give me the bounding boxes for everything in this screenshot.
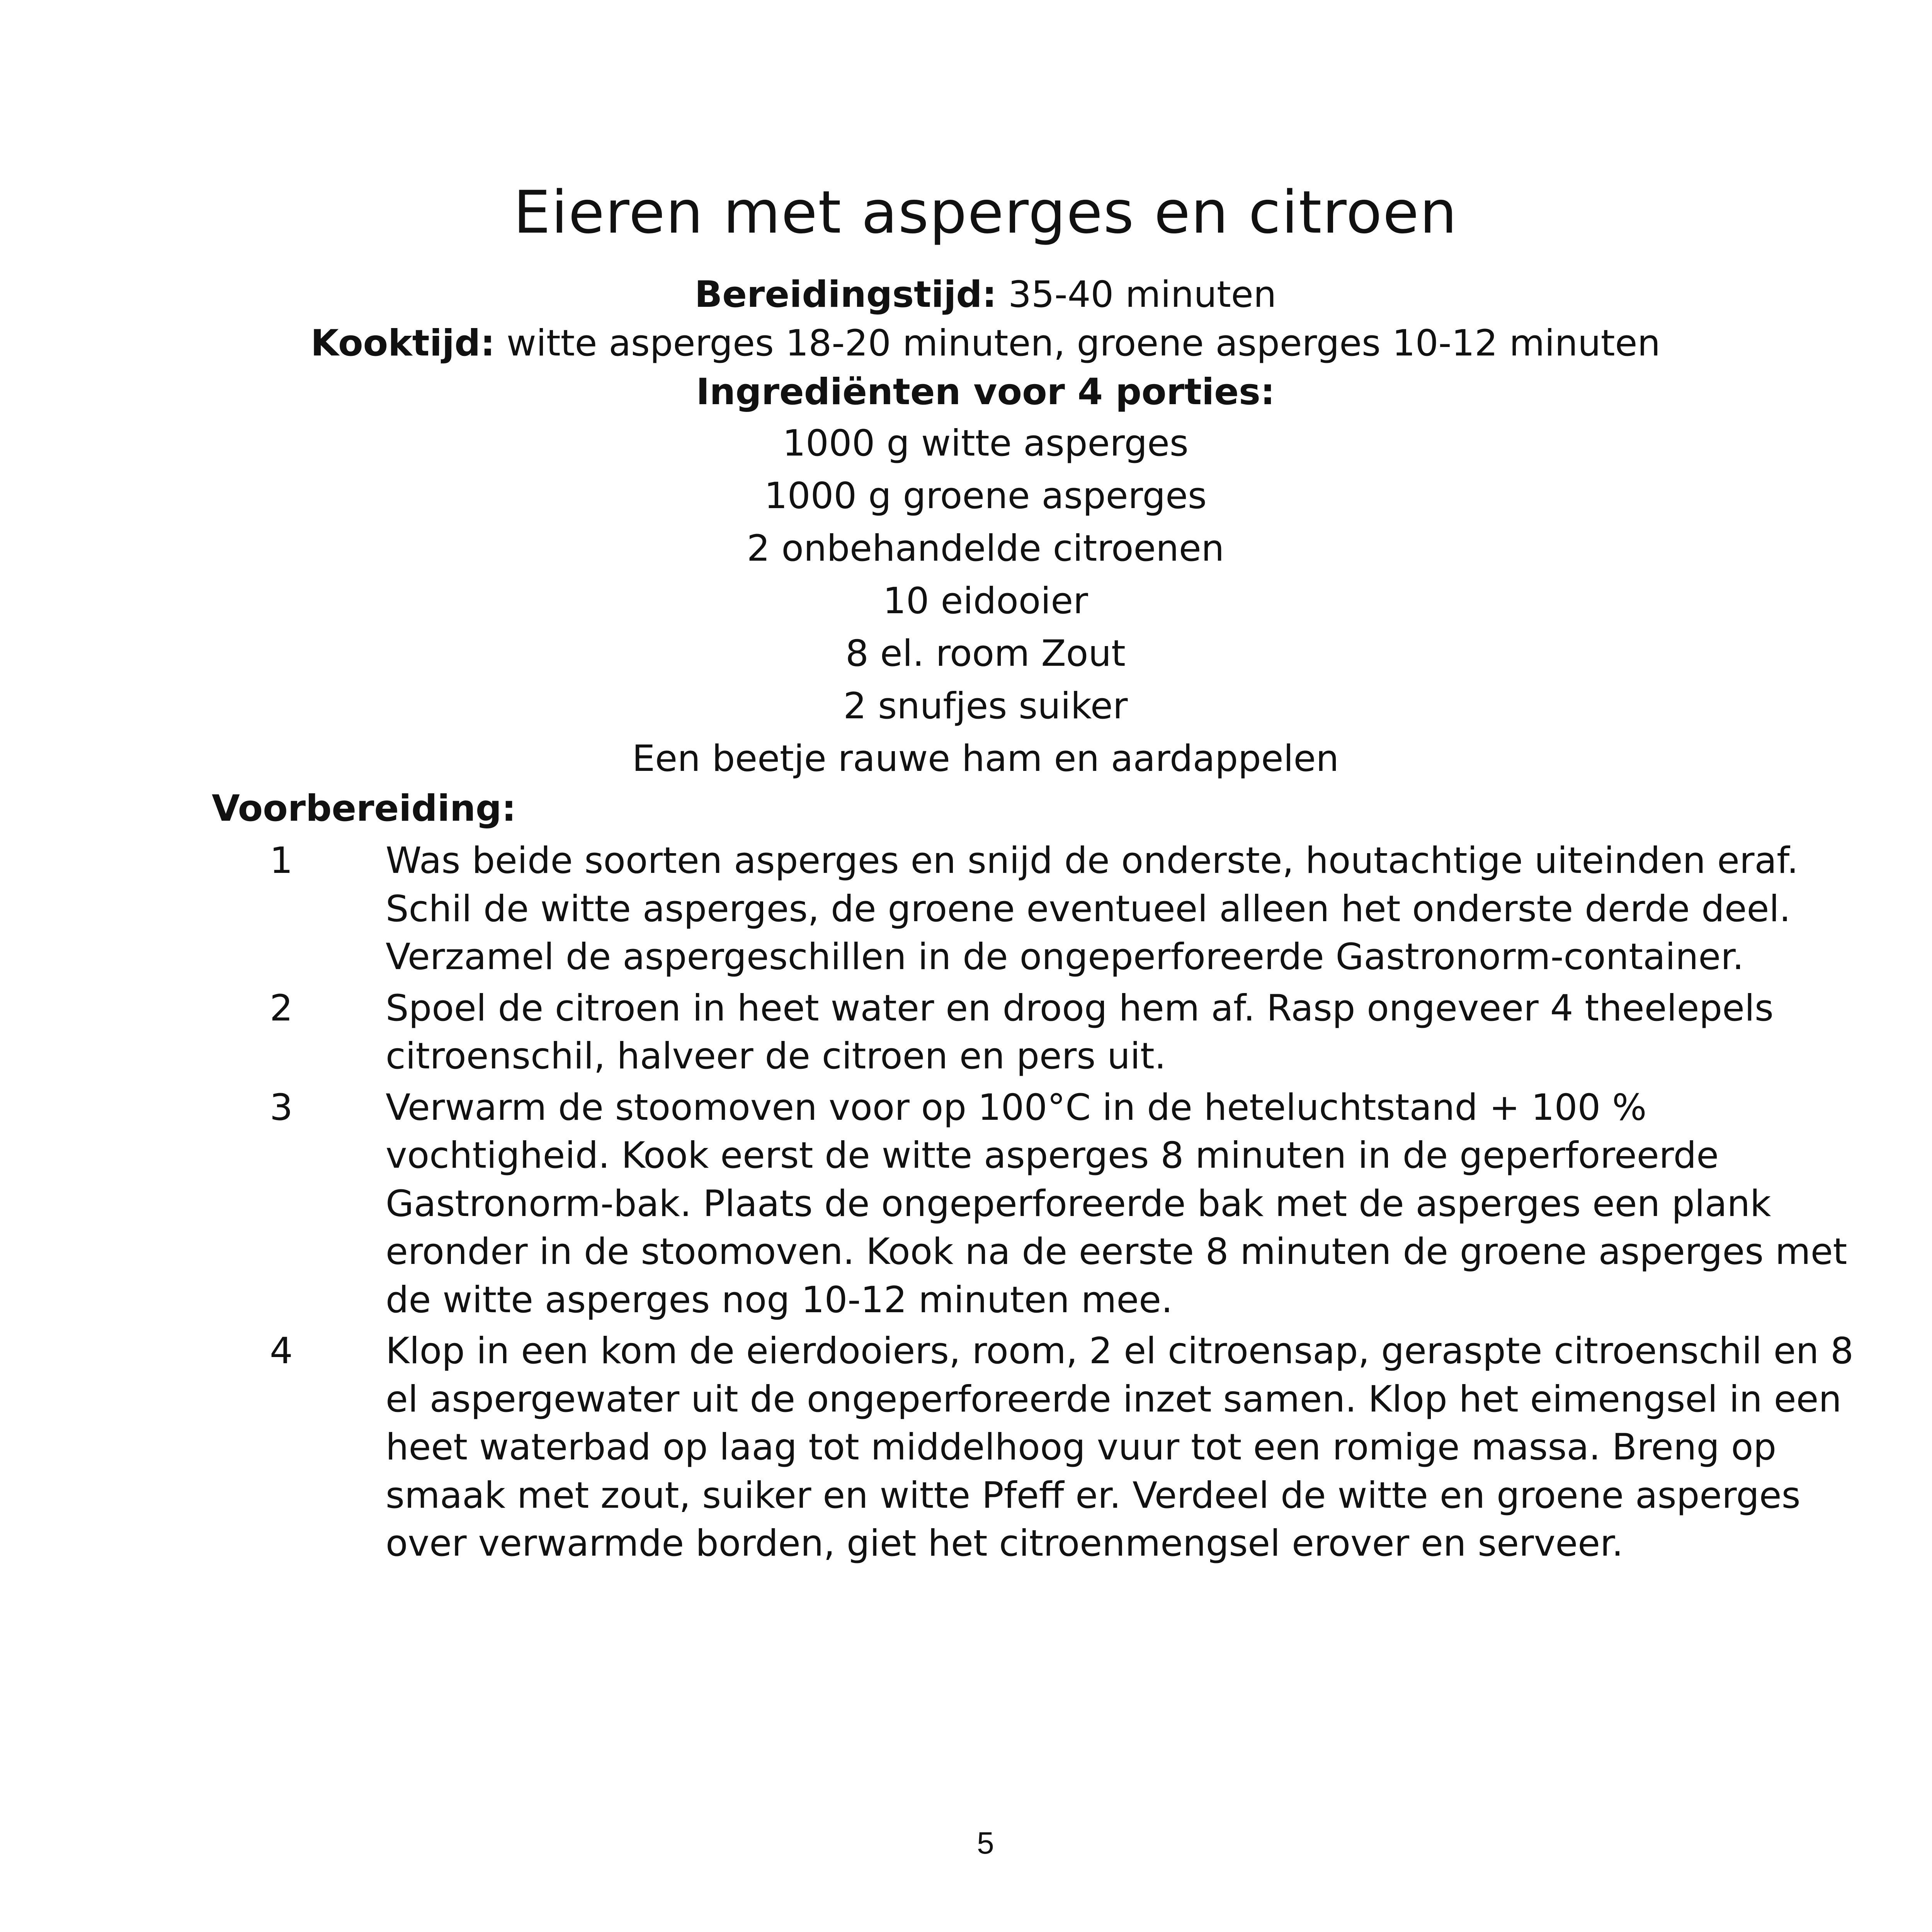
step-number: 4 xyxy=(270,1330,293,1372)
step-number: 3 xyxy=(270,1086,293,1129)
recipe-meta xyxy=(0,270,1932,417)
ingredient-item: 1000 g witte asperges xyxy=(782,422,1189,464)
prep-time-label: Bereidingstijd: xyxy=(694,274,997,316)
step-item xyxy=(212,837,1858,981)
ingredients-list xyxy=(0,417,1932,785)
step-item xyxy=(212,1084,1858,1325)
page-number: 5 xyxy=(977,1826,994,1860)
prep-time-value: 35-40 minuten xyxy=(997,274,1277,316)
step-item xyxy=(212,985,1858,1081)
cook-time-label: Kooktijd: xyxy=(310,322,495,364)
step-text: Klop in een kom de eierdooiers, room, 2 el citroensap, geraspte citroenschil en 8 el aspergewater uit de ongeperforeerde inzet samen. Klop het eimengsel in een heet waterbad op laag tot middelhoog vuur tot een romige massa. Breng op smaak met zout, suiker en witte Pfeff er. Verdeel de witte en groene asperges over verwarmde borden, giet het citroenmengsel erover en serveer. xyxy=(386,1330,1854,1565)
step-item xyxy=(212,1327,1858,1568)
prep-time xyxy=(0,270,1932,319)
step-number: 1 xyxy=(270,840,293,882)
ingredient-item: 1000 g groene asperges xyxy=(764,475,1207,517)
step-text: Spoel de citroen in heet water en droog hem af. Rasp ongeveer 4 theelepels citroenschil, halveer de citroen en pers uit. xyxy=(386,987,1774,1077)
step-text: Was beide soorten asperges en snijd de onderste, houtachtige uiteinden eraf. Schil de witte asperges, de groene eventueel alleen het onderste derde deel. Verzamel de aspergeschillen in de ongeperforeerde Gastronorm-container. xyxy=(386,840,1799,978)
cook-time xyxy=(0,319,1932,368)
ingredient-item: 2 onbehandelde citroenen xyxy=(747,527,1225,570)
step-text: Verwarm de stoomoven voor op 100°C in de heteluchtstand + 100 % vochtigheid. Kook eerst de witte asperges 8 minuten in de geperforeerde Gastronorm-bak. Plaats de ongeperforeerde bak met de asperges een plank eronder in de stoomoven. Kook na de eerste 8 minuten de groene asperges met de witte asperges nog 10-12 minuten mee. xyxy=(386,1086,1847,1321)
ingredient-item: 2 snufjes suiker xyxy=(843,685,1128,727)
recipe-title: Eieren met asperges en citroen xyxy=(513,178,1458,247)
ingredient-item: 8 el. room Zout xyxy=(845,633,1126,675)
preparation-heading: Voorbereiding: xyxy=(212,787,516,830)
ingredient-item: Een beetje rauwe ham en aardappelen xyxy=(632,738,1339,780)
ingredient-item: 10 eidooier xyxy=(883,580,1088,622)
ingredients-heading: Ingrediënten voor 4 porties: xyxy=(696,371,1275,413)
step-number: 2 xyxy=(270,987,293,1029)
preparation-steps xyxy=(212,837,1858,1571)
cook-time-value: witte asperges 18-20 minuten, groene asperges 10-12 minuten xyxy=(495,322,1661,364)
